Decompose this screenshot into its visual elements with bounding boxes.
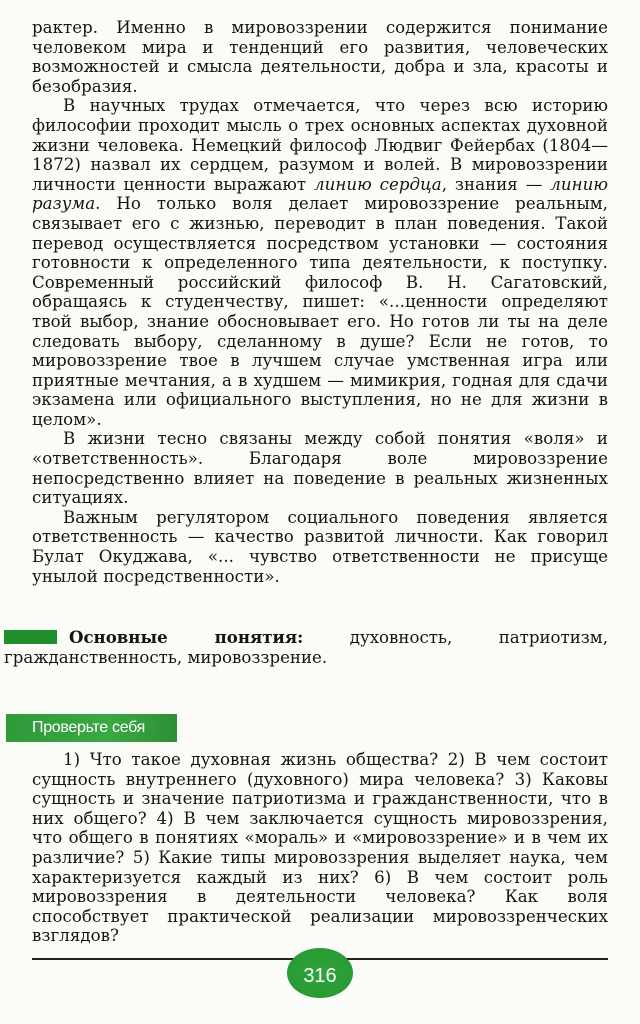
paragraph bbox=[32, 96, 608, 429]
concepts-label: Основные понятия: bbox=[69, 627, 304, 647]
paragraph-text: . Но только воля делает мировоззрение реальным, связывает его с жизнью, переводит в план поведения. Такой перевод осуществляется посредством установки — состояния готовности к определенного типа деятельности, к поступку. Современный российский философ В. Н. Сагатовский, обращаясь к студенчеству, пишет: «...ценности определяют твой выбор, знание обосновывает его. Но готов ли ты на деле следовать выбору, сделанному в душе? Если не готов, то мировоззрение твое в лучшем случае умственная игра или приятные мечтания, а в худшем — мимикрия, годная для сдачи экзамена или официального выступления, но не для жизни в целом». bbox=[32, 194, 608, 429]
paragraph: Важным регулятором социального поведения является ответственность — качество развитой личности. Как говорил Булат Окуджава, «... чувство ответственности не присуще унылой посредственности». bbox=[32, 507, 608, 586]
paragraph-text: В научных трудах отмечается, что через всю историю философии проходит мысль о трех основных аспектах духовной жизни человека. Немецкий философ Людвиг Фейербах (1804—1872) назвал их сердцем, разумом и волей. В мировоззрении личности ценности выражают bbox=[32, 96, 608, 194]
paragraph: рактер. Именно в мировоззрении содержится понимание человеком мира и тенденций его развития, человеческих возможностей и смысла деятельности, добра и зла, красоты и безобразия. bbox=[32, 18, 608, 96]
emphasis-text: линию сердца bbox=[314, 174, 442, 194]
concepts-text: духовность, патриотизм, гражданственность, мировоззрение. bbox=[4, 628, 608, 667]
paragraph: В жизни тесно связаны между собой понятия «воля» и «ответственность». Благодаря воле мировоззрение непосредственно влияет на поведение в реальных жизненных ситуациях. bbox=[32, 429, 608, 508]
review-questions bbox=[32, 750, 608, 946]
emphasis-text: линию разума bbox=[32, 174, 608, 214]
questions-text: 1) Что такое духовная жизнь общества? 2) В чем состоит сущность внутреннего (духовного) мира человека? 3) Каковы сущность и значение патриотизма и гражданственности, что в них общего? 4) В чем заключается сущность мировоззрения, что общего в понятиях «мораль» и «мировоззрение» и в чем их различие? 5) Какие типы мировоззрения выделяет наука, чем характеризуется каждый из них? 6) В чем состоит роль мировоззрения в деятельности человека? Как воля способствует практической реализации мировоззренческих взглядов? bbox=[32, 750, 608, 946]
key-concepts bbox=[4, 628, 608, 667]
page-number: 316 bbox=[287, 948, 353, 998]
check-yourself-heading: Проверьте себя bbox=[6, 714, 177, 742]
paragraph-text: , знания — bbox=[441, 174, 551, 194]
main-text bbox=[32, 18, 608, 586]
concepts-marker bbox=[4, 630, 57, 644]
